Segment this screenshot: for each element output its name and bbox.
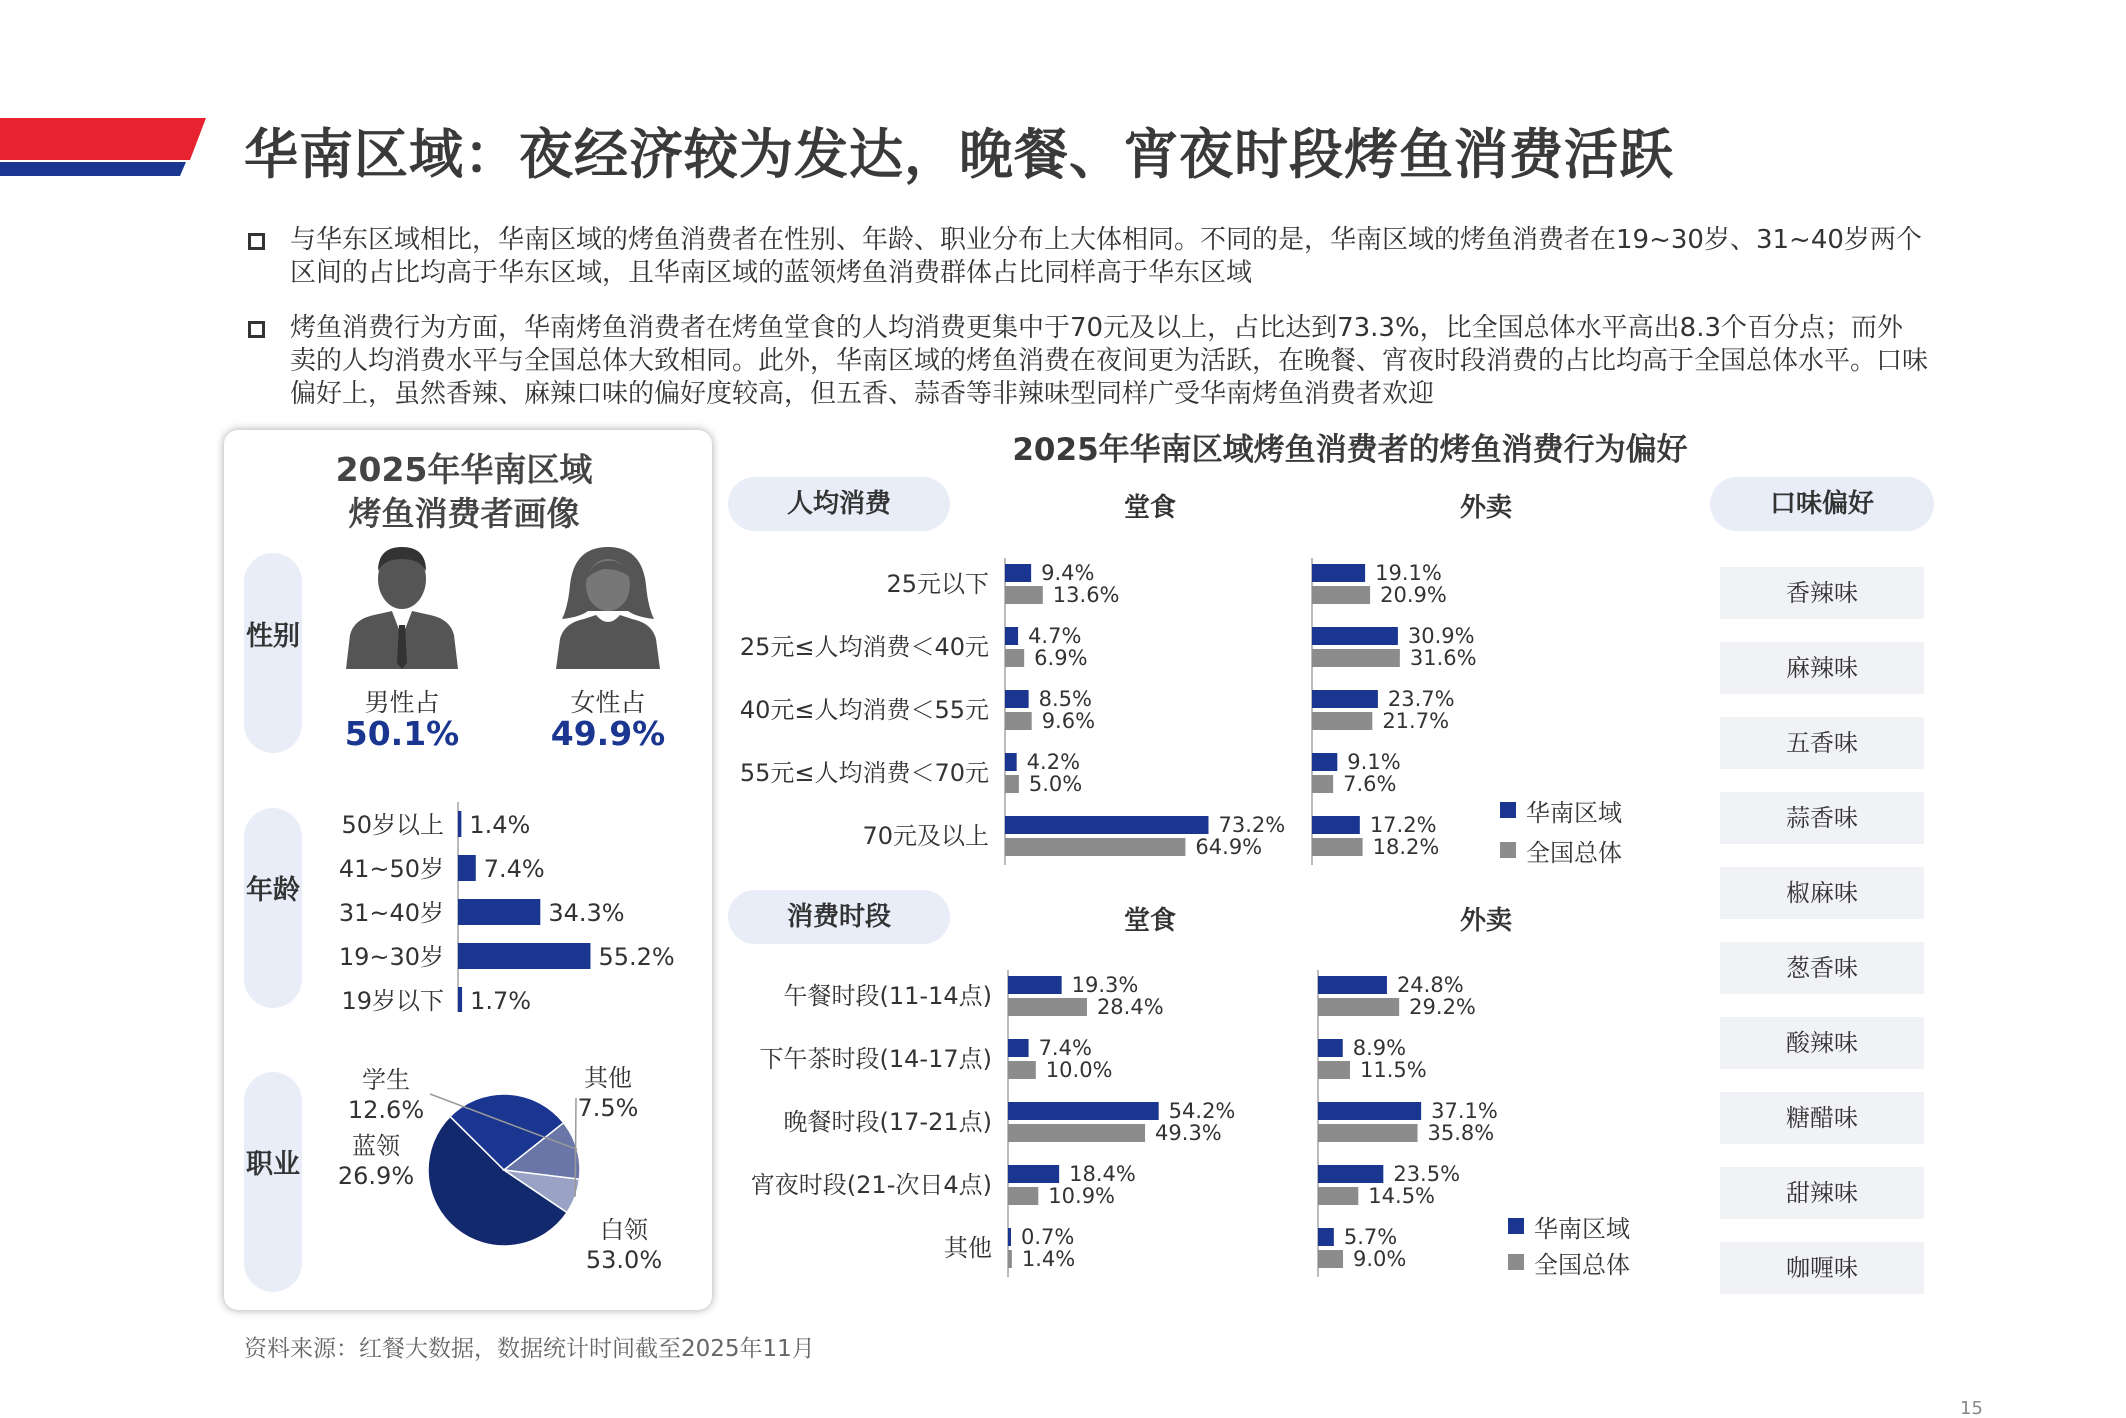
bar-value-label: 73.2% [1218, 813, 1286, 837]
bar-value-label: 64.9% [1195, 835, 1263, 859]
bar-south [1005, 690, 1029, 708]
bar-category-label: 午餐时段(11-14点) [783, 982, 992, 1010]
bar-south [1312, 753, 1337, 771]
spend-dine-header: 堂食 [1123, 493, 1176, 523]
bar-south [1318, 1102, 1421, 1120]
flavor-item: 麻辣味 [1720, 642, 1924, 694]
bar-south [1005, 753, 1017, 771]
flavor-item: 五香味 [1720, 717, 1924, 769]
flavor-item: 酸辣味 [1720, 1017, 1924, 1069]
age-chart [320, 792, 710, 1012]
bar-value-label: 29.2% [1409, 995, 1476, 1019]
age-label: 年龄 [246, 875, 300, 906]
bar-category-label: 25元以下 [886, 570, 989, 598]
bar-nation [1318, 998, 1399, 1016]
banner-blue-stripe [0, 162, 186, 176]
flavor-item: 糖醋味 [1720, 1092, 1924, 1144]
bar-south [1008, 1228, 1011, 1246]
bar-south [1005, 627, 1018, 645]
job-category-label: 学生 [362, 1066, 410, 1094]
profile-title [224, 448, 704, 536]
bar-value-label: 23.5% [1393, 1162, 1461, 1186]
job-category-label: 其他 [584, 1064, 632, 1092]
bar-south [1312, 816, 1360, 834]
bar-value-label: 20.9% [1380, 583, 1447, 607]
bar-nation [1008, 1061, 1036, 1079]
legend-label-nation: 全国总体 [1526, 838, 1622, 867]
bar-south [1008, 1039, 1029, 1057]
legend-item-south [1508, 1208, 1688, 1244]
bar-nation [1008, 1124, 1145, 1142]
bar-category-label: 下午茶时段(14-17点) [759, 1045, 992, 1073]
bar-nation [1318, 1187, 1358, 1205]
age-bar [458, 855, 476, 881]
spend-dine-chart [720, 550, 1320, 880]
gender-pill [244, 553, 302, 753]
age-category-label: 41~50岁 [338, 855, 444, 883]
job-label: 职业 [246, 1149, 300, 1180]
bar-value-label: 23.7% [1387, 687, 1455, 711]
bar-value-label: 4.7% [1028, 624, 1082, 648]
legend-item-nation [1508, 1244, 1688, 1280]
gender-label: 性别 [246, 621, 300, 652]
bar-south [1005, 564, 1031, 582]
female-label: 女性占 [570, 688, 646, 717]
time-section-pill: 消费时段 [728, 890, 950, 944]
age-bar [458, 899, 540, 925]
bar-value-label: 30.9% [1407, 624, 1475, 648]
bar-nation [1318, 1124, 1418, 1142]
job-leader-line [575, 1098, 576, 1197]
job-value-label: 12.6% [347, 1096, 425, 1124]
age-value-label: 1.7% [470, 987, 532, 1012]
bar-nation [1005, 838, 1185, 856]
page-title: 华南区域：夜经济较为发达，晚餐、宵夜时段烤鱼消费活跃 [244, 123, 1674, 186]
bar-nation [1318, 1250, 1343, 1268]
bullet-2 [248, 312, 1928, 411]
job-chart [320, 1050, 710, 1320]
male-icon [344, 545, 460, 669]
bar-nation [1312, 775, 1333, 793]
bar-value-label: 5.7% [1343, 1225, 1398, 1249]
bar-value-label: 8.9% [1352, 1036, 1407, 1060]
legend-label-south: 华南区域 [1526, 798, 1622, 827]
age-category-label: 19岁以下 [341, 987, 444, 1012]
bar-category-label: 70元及以上 [862, 822, 989, 850]
spend-section-pill: 人均消费 [728, 477, 950, 531]
age-category-label: 19~30岁 [338, 943, 444, 971]
bar-category-label: 25元≤人均消费＜40元 [739, 633, 989, 661]
profile-title-line1: 2025年华南区域 [335, 450, 593, 489]
time-dine-chart [720, 962, 1320, 1292]
bar-nation [1005, 586, 1043, 604]
bar-south [1312, 690, 1378, 708]
spend-delivery-header: 外卖 [1459, 493, 1512, 523]
legend-label-nation: 全国总体 [1534, 1250, 1630, 1279]
bar-south [1318, 976, 1387, 994]
flavor-item: 葱香味 [1720, 942, 1924, 994]
flavor-item: 椒麻味 [1720, 867, 1924, 919]
bar-nation [1008, 1250, 1012, 1268]
bar-south [1312, 627, 1398, 645]
bar-value-label: 10.0% [1045, 1058, 1113, 1082]
age-bar [458, 987, 462, 1012]
age-bar [458, 943, 590, 969]
age-category-label: 31~40岁 [338, 899, 444, 927]
bar-value-label: 21.7% [1382, 709, 1450, 733]
banner-red-stripe [0, 118, 206, 160]
bar-nation [1008, 998, 1087, 1016]
legend-swatch-nation [1500, 842, 1516, 858]
bar-south [1318, 1039, 1343, 1057]
flavor-item: 香辣味 [1720, 567, 1924, 619]
bar-nation [1312, 712, 1372, 730]
age-bar [458, 811, 461, 837]
legend-item-nation [1500, 830, 1680, 870]
page-number: 15 [1960, 1398, 1983, 1418]
bullet-1-text: 与华东区域相比，华南区域的烤鱼消费者在性别、年龄、职业分布上大体相同。不同的是，华南区域的烤鱼消费者在19~30岁、31~40岁两个区间的占比均高于华东区域，且华南区域的蓝领烤鱼消费群体占比同样高于华东区域 [290, 225, 1922, 288]
female-value: 49.9% [550, 714, 666, 753]
bar-value-label: 37.1% [1431, 1099, 1498, 1123]
job-category-label: 蓝领 [352, 1132, 400, 1160]
bar-value-label: 9.4% [1041, 561, 1095, 585]
bar-value-label: 24.8% [1396, 973, 1464, 997]
bar-value-label: 17.2% [1369, 813, 1437, 837]
flavor-item: 咖喱味 [1720, 1242, 1924, 1294]
time-legend [1508, 1208, 1688, 1280]
bullet-square-icon [248, 321, 265, 338]
age-value-label: 55.2% [598, 943, 675, 971]
bar-south [1008, 976, 1062, 994]
time-dine-header: 堂食 [1123, 906, 1176, 936]
job-pill [244, 1072, 302, 1292]
bar-value-label: 9.0% [1353, 1247, 1407, 1271]
bar-value-label: 19.1% [1375, 561, 1442, 585]
bar-value-label: 9.6% [1041, 709, 1096, 733]
bar-value-label: 28.4% [1096, 995, 1164, 1019]
bar-value-label: 31.6% [1409, 646, 1477, 670]
bar-south [1008, 1102, 1159, 1120]
bullet-2-text: 烤鱼消费行为方面，华南烤鱼消费者在烤鱼堂食的人均消费更集中于70元及以上，占比达到73.3%，比全国总体水平高出8.3个百分点；而外卖的人均消费水平与全国总体大致相同。此外，华南区域的烤鱼消费在夜间更为活跃，在晚餐、宵夜时段消费的占比均高于全国总体水平。口味偏好上，虽然香辣、麻辣口味的偏好度较高，但五香、蒜香等非辣味型同样广受华南烤鱼消费者欢迎 [290, 313, 1929, 409]
spend-delivery-chart [1300, 550, 1500, 880]
profile-title-line2: 烤鱼消费者画像 [348, 494, 580, 533]
bar-category-label: 其他 [944, 1234, 992, 1262]
flavor-section-pill: 口味偏好 [1710, 477, 1934, 531]
bar-south [1318, 1228, 1334, 1246]
age-pill [244, 808, 302, 1008]
bullet-1 [248, 224, 1928, 290]
source-note: 资料来源：红餐大数据，数据统计时间截至2025年11月 [244, 1336, 815, 1362]
legend-label-south: 华南区域 [1534, 1214, 1630, 1243]
job-value-label: 7.5% [577, 1094, 639, 1122]
age-value-label: 1.4% [469, 811, 531, 839]
bar-value-label: 49.3% [1155, 1121, 1222, 1145]
bar-south [1318, 1165, 1383, 1183]
bar-nation [1005, 712, 1032, 730]
bar-value-label: 11.5% [1359, 1058, 1427, 1082]
job-value-label: 53.0% [585, 1246, 663, 1274]
job-value-label: 26.9% [337, 1162, 415, 1190]
bar-category-label: 宵夜时段(21-次日4点) [750, 1171, 992, 1199]
female-icon [552, 545, 664, 669]
bar-nation [1005, 649, 1024, 667]
bullet-square-icon [248, 233, 265, 250]
bar-nation [1312, 838, 1363, 856]
bar-value-label: 7.6% [1343, 772, 1397, 796]
bar-value-label: 54.2% [1168, 1099, 1236, 1123]
legend-swatch-south [1500, 802, 1516, 818]
bar-value-label: 13.6% [1052, 583, 1120, 607]
bar-nation [1005, 775, 1019, 793]
male-label: 男性占 [364, 688, 440, 717]
bar-value-label: 5.0% [1028, 772, 1083, 796]
main-chart-title: 2025年华南区域烤鱼消费者的烤鱼消费行为偏好 [1012, 432, 1688, 468]
age-category-label: 50岁以上 [341, 811, 444, 839]
bar-value-label: 19.3% [1071, 973, 1139, 997]
male-value: 50.1% [344, 714, 460, 753]
bar-south [1008, 1165, 1059, 1183]
bar-value-label: 18.4% [1069, 1162, 1136, 1186]
time-delivery-header: 外卖 [1459, 906, 1512, 936]
bar-value-label: 7.4% [1038, 1036, 1092, 1060]
bar-south [1005, 816, 1208, 834]
bar-category-label: 55元≤人均消费＜70元 [739, 759, 989, 787]
bar-value-label: 0.7% [1021, 1225, 1075, 1249]
bar-value-label: 8.5% [1038, 687, 1092, 711]
bar-category-label: 晚餐时段(17-21点) [783, 1108, 992, 1136]
legend-item-south [1500, 790, 1680, 830]
flavor-item: 蒜香味 [1720, 792, 1924, 844]
bar-value-label: 9.1% [1347, 750, 1401, 774]
flavor-item: 甜辣味 [1720, 1167, 1924, 1219]
time-delivery-chart [1300, 962, 1500, 1292]
job-category-label: 白领 [600, 1216, 648, 1244]
header-banner [0, 118, 210, 176]
bar-value-label: 4.2% [1026, 750, 1081, 774]
bar-value-label: 6.9% [1034, 646, 1088, 670]
bar-nation [1312, 649, 1400, 667]
legend-swatch-south [1508, 1218, 1524, 1234]
legend-swatch-nation [1508, 1254, 1524, 1270]
bar-south [1312, 564, 1365, 582]
bar-value-label: 14.5% [1368, 1184, 1436, 1208]
bar-category-label: 40元≤人均消费＜55元 [739, 696, 989, 724]
bar-value-label: 10.9% [1048, 1184, 1116, 1208]
bar-value-label: 1.4% [1021, 1247, 1076, 1271]
bar-nation [1312, 586, 1370, 604]
age-value-label: 34.3% [548, 899, 625, 927]
bar-nation [1008, 1187, 1038, 1205]
bar-nation [1318, 1061, 1350, 1079]
spend-legend [1500, 790, 1680, 870]
age-value-label: 7.4% [483, 855, 545, 883]
bar-value-label: 18.2% [1372, 835, 1440, 859]
bar-value-label: 35.8% [1427, 1121, 1495, 1145]
